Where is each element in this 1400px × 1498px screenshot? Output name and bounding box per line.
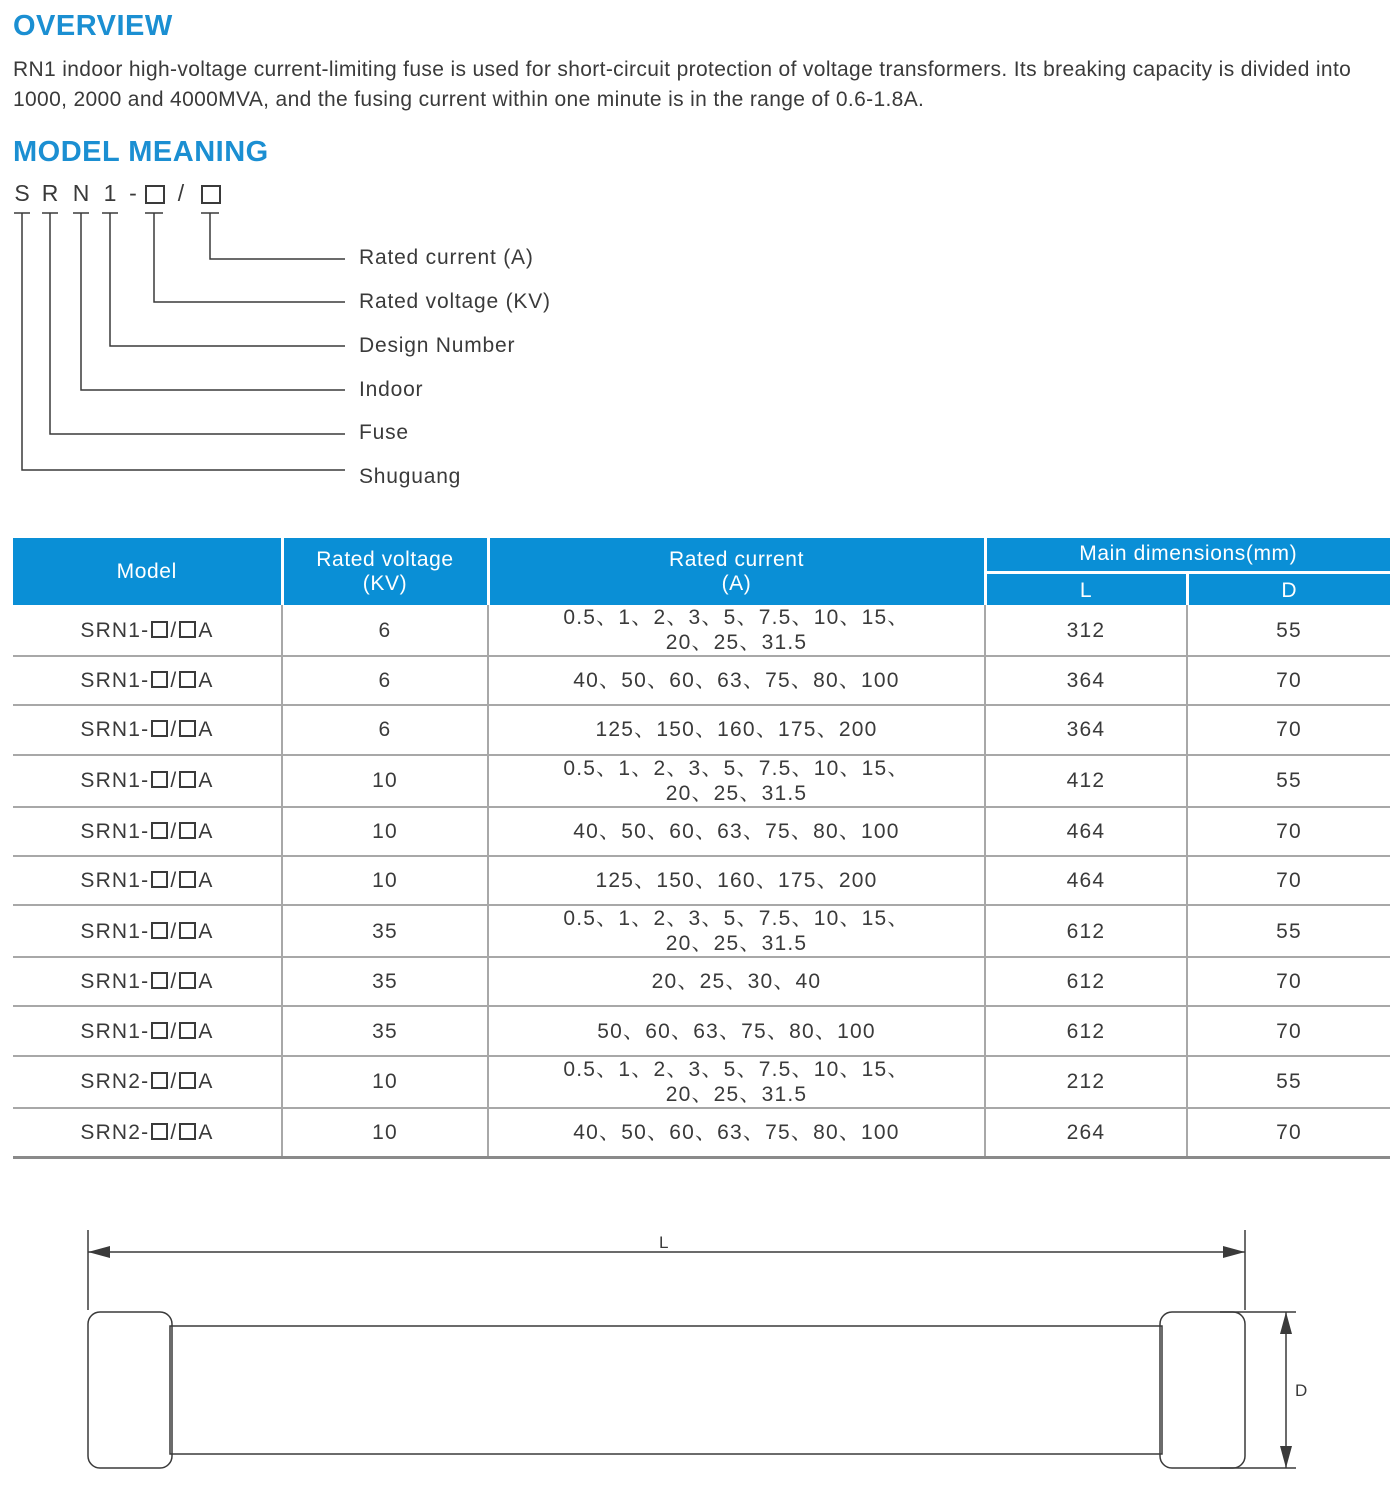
cell-rated-voltage: 35: [282, 905, 488, 957]
cell-dim-l: 212: [985, 1056, 1187, 1108]
model-prefix: SRN2-: [80, 1120, 150, 1144]
model-separator: /: [170, 1019, 178, 1043]
model-prefix: SRN1-: [80, 769, 150, 793]
cell-dim-d: 70: [1187, 705, 1390, 754]
length-label: L: [659, 1233, 669, 1252]
cell-dim-d: 55: [1187, 1056, 1390, 1108]
cell-model: [13, 957, 282, 1006]
voltage-placeholder-box: [151, 1123, 168, 1140]
cell-model: [13, 905, 282, 957]
model-separator: /: [170, 919, 178, 943]
cell-model: [13, 1056, 282, 1108]
cell-dim-l: 412: [985, 755, 1187, 807]
cell-model: [13, 705, 282, 754]
cell-rated-voltage: 10: [282, 856, 488, 905]
model-prefix: SRN1-: [80, 919, 150, 943]
current-placeholder-box: [179, 1123, 196, 1140]
table-row: [13, 705, 1390, 754]
voltage-placeholder-box: [151, 871, 168, 888]
label-fuse: Fuse: [359, 421, 409, 444]
voltage-placeholder-box: [151, 621, 168, 638]
table-row: [13, 807, 1390, 856]
table-row: [13, 755, 1390, 807]
model-suffix: A: [198, 919, 214, 943]
model-separator: /: [170, 970, 178, 994]
specification-table: [13, 538, 1390, 1159]
model-suffix: A: [198, 1019, 214, 1043]
current-placeholder-box: [179, 1022, 196, 1039]
code-letter-n: N: [72, 180, 90, 206]
cell-rated-current: 0.5、1、2、3、5、7.5、10、15、20、25、31.5: [488, 755, 985, 807]
cell-dim-d: 70: [1187, 1108, 1390, 1157]
cell-rated-voltage: 10: [282, 1108, 488, 1157]
code-letter-s: S: [14, 180, 30, 206]
header-model: Model: [13, 538, 282, 605]
table-row: [13, 1056, 1390, 1108]
current-placeholder-box: [179, 671, 196, 688]
code-digit-1: 1: [103, 180, 117, 206]
model-separator: /: [170, 1120, 178, 1144]
cell-dim-d: 70: [1187, 1006, 1390, 1055]
label-rated-current: Rated current (A): [359, 246, 534, 269]
model-suffix: A: [198, 1120, 214, 1144]
model-suffix: A: [198, 970, 214, 994]
cell-rated-current: 0.5、1、2、3、5、7.5、10、15、20、25、31.5: [488, 605, 985, 656]
model-separator: /: [170, 769, 178, 793]
model-suffix: A: [198, 669, 214, 693]
cell-rated-voltage: 10: [282, 1056, 488, 1108]
cell-dim-d: 70: [1187, 957, 1390, 1006]
label-design-number: Design Number: [359, 334, 516, 357]
model-prefix: SRN1-: [80, 669, 150, 693]
table-row: [13, 1108, 1390, 1157]
cell-rated-current: 0.5、1、2、3、5、7.5、10、15、20、25、31.5: [488, 1056, 985, 1108]
cell-rated-current: 125、150、160、175、200: [488, 705, 985, 754]
cell-model: [13, 656, 282, 705]
voltage-placeholder-box: [151, 1072, 168, 1089]
cell-model: [13, 1006, 282, 1055]
header-rated-voltage: Rated voltage (KV): [282, 538, 488, 605]
voltage-placeholder-box: [151, 671, 168, 688]
model-separator: /: [170, 618, 178, 642]
cell-rated-voltage: 35: [282, 1006, 488, 1055]
cell-dim-l: 364: [985, 705, 1187, 754]
cell-rated-current: 40、50、60、63、75、80、100: [488, 656, 985, 705]
code-letter-r: R: [41, 180, 59, 206]
cell-rated-voltage: 6: [282, 705, 488, 754]
model-suffix: A: [198, 869, 214, 893]
voltage-placeholder-box: [151, 922, 168, 939]
model-suffix: A: [198, 1070, 214, 1094]
label-shuguang: Shuguang: [359, 465, 462, 488]
model-prefix: SRN1-: [80, 718, 150, 742]
cell-dim-d: 55: [1187, 905, 1390, 957]
table-row: [13, 656, 1390, 705]
cell-rated-current: 50、60、63、75、80、100: [488, 1006, 985, 1055]
arrow-up-icon: [1280, 1312, 1292, 1334]
current-placeholder-box: [179, 1072, 196, 1089]
model-suffix: A: [198, 819, 214, 843]
model-suffix: A: [198, 769, 214, 793]
cell-dim-d: 70: [1187, 656, 1390, 705]
cell-dim-l: 612: [985, 905, 1187, 957]
current-placeholder-box: [179, 771, 196, 788]
arrow-left-icon: [88, 1246, 110, 1258]
cell-dim-l: 464: [985, 807, 1187, 856]
left-end-cap: [88, 1312, 172, 1468]
model-prefix: SRN1-: [80, 1019, 150, 1043]
cell-dim-l: 264: [985, 1108, 1187, 1157]
cell-dim-l: 612: [985, 957, 1187, 1006]
cell-dim-d: 70: [1187, 807, 1390, 856]
cell-rated-voltage: 6: [282, 605, 488, 656]
header-main-dimensions: Main dimensions(mm): [985, 538, 1390, 572]
code-current-box: [201, 185, 221, 204]
code-slash: /: [177, 180, 185, 206]
model-separator: /: [170, 819, 178, 843]
overview-heading: OVERVIEW: [13, 10, 173, 42]
cell-model: [13, 856, 282, 905]
cell-model: [13, 605, 282, 656]
model-prefix: SRN1-: [80, 970, 150, 994]
header-dim-l: L: [985, 572, 1187, 605]
current-placeholder-box: [179, 972, 196, 989]
model-prefix: SRN2-: [80, 1070, 150, 1094]
cell-rated-voltage: 6: [282, 656, 488, 705]
cell-dim-d: 70: [1187, 856, 1390, 905]
model-separator: /: [170, 718, 178, 742]
cell-dim-d: 55: [1187, 605, 1390, 656]
cell-rated-voltage: 10: [282, 755, 488, 807]
cell-dim-l: 464: [985, 856, 1187, 905]
cell-model: [13, 807, 282, 856]
current-placeholder-box: [179, 922, 196, 939]
current-placeholder-box: [179, 621, 196, 638]
cell-rated-current: 40、50、60、63、75、80、100: [488, 807, 985, 856]
model-meaning-heading: MODEL MEANING: [13, 136, 269, 168]
cell-rated-current: 40、50、60、63、75、80、100: [488, 1108, 985, 1157]
arrow-right-icon: [1223, 1246, 1245, 1258]
overview-text: RN1 indoor high-voltage current-limiting fuse is used for short-circuit protection of voltage transformers. Its breaking capacity is divided into 1000, 2000 and 4000MVA, and the fusing current within one minute is in the range of 0.6-1.8A.: [13, 58, 1352, 111]
table-row: [13, 856, 1390, 905]
right-end-cap: [1160, 1312, 1245, 1468]
model-separator: /: [170, 869, 178, 893]
voltage-placeholder-box: [151, 720, 168, 737]
model-suffix: A: [198, 618, 214, 642]
diameter-label: D: [1295, 1381, 1308, 1400]
cell-dim-d: 55: [1187, 755, 1390, 807]
voltage-placeholder-box: [151, 822, 168, 839]
voltage-placeholder-box: [151, 771, 168, 788]
table-row: [13, 905, 1390, 957]
table-row: [13, 605, 1390, 656]
header-dim-d: D: [1187, 572, 1390, 605]
fuse-dimension-drawing: [0, 1200, 1400, 1490]
label-indoor: Indoor: [359, 378, 424, 401]
model-separator: /: [170, 1070, 178, 1094]
table-row: [13, 957, 1390, 1006]
cell-rated-voltage: 35: [282, 957, 488, 1006]
current-placeholder-box: [179, 871, 196, 888]
current-placeholder-box: [179, 822, 196, 839]
cell-dim-l: 312: [985, 605, 1187, 656]
arrow-down-icon: [1280, 1446, 1292, 1468]
model-prefix: SRN1-: [80, 618, 150, 642]
cell-model: [13, 755, 282, 807]
cell-rated-current: 125、150、160、175、200: [488, 856, 985, 905]
cell-rated-current: 20、25、30、40: [488, 957, 985, 1006]
model-separator: /: [170, 669, 178, 693]
cell-dim-l: 364: [985, 656, 1187, 705]
current-placeholder-box: [179, 720, 196, 737]
voltage-placeholder-box: [151, 1022, 168, 1039]
code-voltage-box: [145, 185, 165, 204]
model-prefix: SRN1-: [80, 869, 150, 893]
voltage-placeholder-box: [151, 972, 168, 989]
label-rated-voltage: Rated voltage (KV): [359, 290, 551, 313]
model-suffix: A: [198, 718, 214, 742]
header-rated-current: Rated current (A): [488, 538, 985, 605]
code-dash: -: [129, 180, 137, 206]
model-prefix: SRN1-: [80, 819, 150, 843]
cell-rated-voltage: 10: [282, 807, 488, 856]
table-row: [13, 1006, 1390, 1055]
cell-dim-l: 612: [985, 1006, 1187, 1055]
cell-model: [13, 1108, 282, 1157]
cell-rated-current: 0.5、1、2、3、5、7.5、10、15、20、25、31.5: [488, 905, 985, 957]
